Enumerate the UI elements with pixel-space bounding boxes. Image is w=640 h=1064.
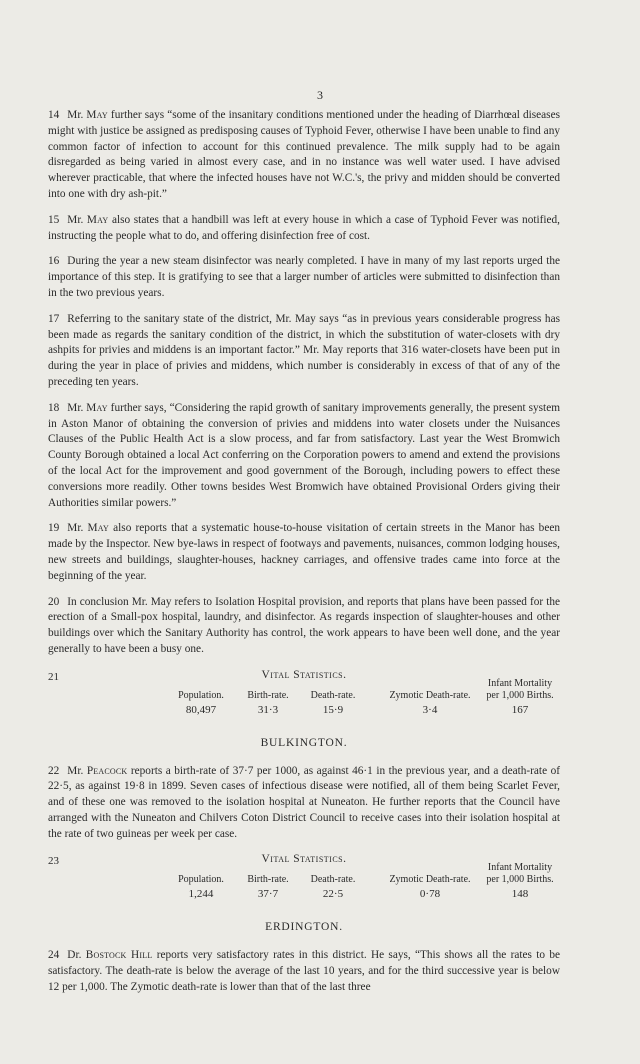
population-header: Population.: [178, 874, 224, 886]
table-title: Vital Statistics.: [261, 853, 347, 866]
death-rate-header: Death-rate.: [310, 689, 356, 701]
vital-statistics-table-21: [48, 668, 560, 718]
name-prefix: Mr.: [67, 109, 84, 121]
paragraph-18: [48, 401, 560, 512]
population-value: 80,497: [185, 703, 217, 716]
zymotic-death-rate-header: Zymotic Death-rate.: [389, 689, 471, 701]
death-rate-header: Death-rate.: [310, 874, 356, 886]
zymotic-death-rate-value: 3·4: [422, 703, 438, 716]
person-name: Peacock: [86, 764, 128, 777]
name-prefix: Mr.: [67, 213, 84, 226]
name-prefix: Mr.: [67, 401, 84, 414]
infant-mortality-value: 167: [511, 703, 529, 716]
vital-statistics-table-23: [48, 852, 560, 902]
infant-mortality-header-line2: per 1,000 Births.: [486, 874, 554, 886]
paragraph-number: 24: [48, 949, 60, 962]
paragraph-14: [48, 108, 560, 203]
paragraph-22: [48, 764, 560, 843]
paragraph-number: 16: [48, 255, 60, 268]
paragraph-text: During the year a new steam disinfector was nearly completed. I have in many of my last reports urged the importance of this step. It is gratifying to see that a larger number of articles were submitted to disinfection than in the two previous years.: [48, 255, 560, 299]
paragraph-number: 14: [48, 109, 60, 121]
paragraph-text: In conclusion Mr. May refers to Isolation Hospital provision, and reports that plans have been passed for the erection of a Small-pox hospital, laundry, and disinfector. As regards inspection of slaughter-houses and other buildings over which the Sanitary Authority has control, the work appears to have been well done, and the year generally to have been a busy one.: [48, 595, 560, 655]
paragraph-16: [48, 254, 560, 301]
section-heading-erdington: ERDINGTON.: [265, 921, 343, 934]
page-number: 3: [317, 88, 323, 102]
paragraph-text: reports very satisfactory rates in this district. He says, “This shows all the rates to be satisfactory. The death-rate is below the average of the last 10 years, and for the third successive year is below 12 per 1,000. The Zymotic death-rate is lower than that of the last three: [48, 949, 560, 993]
paragraph-19: [48, 521, 560, 584]
paragraph-text: also reports that a systematic house-to-house visitation of certain streets in the Manor has been made by the Inspector. New bye-laws in respect of footways and pavements, nuisances, common lodging houses, new streets and buildings, slaughter-houses, hackney carriages, and offensive trades came into force at the beginning of the year.: [48, 522, 561, 582]
person-name: May: [87, 522, 109, 535]
paragraph-text: also states that a handbill was left at every house in which a case of Typhoid Fever was notified, instructing the people what to do, and offering disinfection free of cost.: [48, 213, 561, 242]
birth-rate-header: Birth-rate.: [247, 689, 289, 701]
paragraph-text: further says, “Considering the rapid growth of sanitary improvements generally, the present system in Aston Manor of obtaining the conversion of privies and middens into water closets under the Nuisances Clauses of the Public Health Act is a slow process, and far from satisfactory. Last year the West Bromwich County Borough obtained a local Act conferring on the Corporation powers to amend and extend the provisions of the local Act for the improvement and good government of the Borough, including powers to effect these conversions more readily. Other towns besides West Bromwich have obtained Provisional Orders giving their Authorities similar powers.”: [48, 401, 560, 509]
infant-mortality-header: Infant Mortality: [487, 677, 553, 689]
population-value: 1,244: [188, 888, 214, 901]
paragraph-number: 18: [48, 401, 60, 414]
paragraph-text: further says “some of the insanitary conditions mentioned under the heading of Diarrhœal diseases might with justice be assigned as predisposing causes of Typhoid Fever, otherwise I have been unable to find any common factor of infection to account for this continued prevalence. The milk supply had to be again disregarded as being varied in almost every case, and in no instance was well water used. I have advised wherever practicable, that where the infected houses have not W.C.'s, the privy and midden should be converted into one with dry ash-pit.”: [48, 109, 560, 200]
paragraph-number: 21: [48, 670, 59, 683]
paragraph-number: 22: [48, 764, 60, 777]
birth-rate-value: 31·3: [257, 703, 279, 716]
population-header: Population.: [178, 689, 224, 701]
section-heading-bulkington: BULKINGTON.: [260, 736, 348, 749]
death-rate-value: 22·5: [322, 888, 344, 901]
paragraph-17: [48, 312, 560, 391]
paragraph-number: 17: [48, 312, 60, 325]
infant-mortality-header: Infant Mortality: [487, 862, 553, 874]
person-name: Bostock Hill: [85, 949, 153, 962]
birth-rate-value: 37·7: [257, 888, 279, 901]
report-body: [48, 108, 560, 1006]
infant-mortality-value: 148: [511, 888, 529, 901]
paragraph-15: [48, 213, 560, 245]
person-name: May: [86, 109, 108, 121]
person-name: May: [86, 213, 109, 226]
name-prefix: Mr.: [67, 522, 84, 535]
zymotic-death-rate-value: 0·78: [419, 888, 441, 901]
birth-rate-header: Birth-rate.: [247, 874, 289, 886]
paragraph-number: 19: [48, 522, 60, 535]
infant-mortality-header-line2: per 1,000 Births.: [486, 689, 554, 701]
paragraph-24: [48, 948, 560, 995]
paragraph-text: reports a birth-rate of 37·7 per 1000, as against 46·1 in the previous year, and a death-rate of 22·5, as against 19·8 in 1899. Seven cases of infectious disease were notified, all of them being Scarlet Fever, and of these one was removed to the isolation hospital at Nuneaton. He further reports that the Council have arranged with the Nuneaton and Chilvers Coton District Council to receive cases into their isolation hospital at the rate of two guineas per week per case.: [48, 764, 560, 840]
person-name: May: [86, 401, 108, 414]
name-prefix: Dr.: [67, 949, 82, 962]
zymotic-death-rate-header: Zymotic Death-rate.: [389, 874, 471, 886]
death-rate-value: 15·9: [322, 703, 344, 716]
table-title: Vital Statistics.: [261, 668, 347, 681]
paragraph-number: 20: [48, 595, 60, 608]
name-prefix: Mr.: [67, 764, 84, 777]
paragraph-20: [48, 595, 560, 658]
paragraph-number: 23: [48, 855, 59, 868]
paragraph-text: Referring to the sanitary state of the district, Mr. May says “as in previous years considerable progress has been made as regards the sanitary condition of the district, in which the substitution of water-closets with dry ashpits for privies and middens is an important factor.” Mr. May reports that 316 water-closets have been put in during the year in place of privies and middens, which number is considerably in excess of that of any of the preceding ten years.: [48, 312, 560, 388]
paragraph-number: 15: [48, 213, 60, 226]
